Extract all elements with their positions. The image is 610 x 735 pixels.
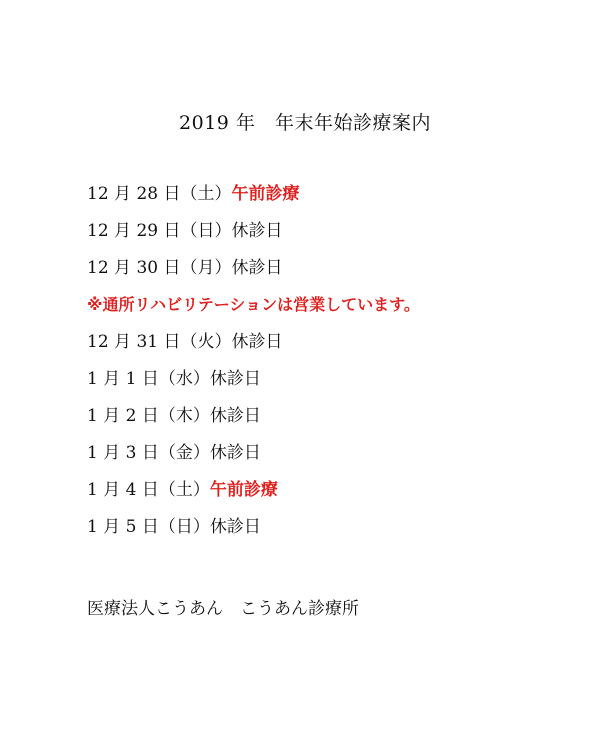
schedule-date: 12 月 28 日（土） [87, 184, 232, 204]
schedule-date: 1 月 3 日（金） [87, 443, 210, 463]
schedule-date: 1 月 4 日（土） [87, 480, 210, 500]
schedule-date: 12 月 30 日（月） [87, 258, 232, 278]
holiday-schedule-list [87, 181, 420, 551]
schedule-row [87, 403, 420, 440]
schedule-status: 休診日 [209, 517, 261, 537]
schedule-row [87, 181, 420, 218]
schedule-row [87, 329, 420, 366]
schedule-row [87, 477, 420, 514]
schedule-status: 休診日 [209, 369, 261, 389]
schedule-row [87, 514, 420, 551]
schedule-date: 1 月 5 日（日） [87, 517, 210, 537]
schedule-status: 午前診療 [231, 184, 300, 204]
schedule-row [87, 218, 420, 255]
schedule-status: 午前診療 [209, 480, 278, 500]
schedule-status: 休診日 [231, 332, 283, 352]
page-title: 2019 年 年末年始診療案内 [179, 112, 431, 134]
schedule-date: 12 月 29 日（日） [87, 221, 232, 241]
schedule-row [87, 440, 420, 477]
schedule-date: 12 月 31 日（火） [87, 332, 232, 352]
schedule-status: 休診日 [209, 406, 261, 426]
schedule-date: 1 月 1 日（水） [87, 369, 210, 389]
schedule-row [87, 255, 420, 292]
rehab-notice: ※通所リハビリテーションは営業しています。 [87, 295, 420, 314]
schedule-row [87, 366, 420, 403]
schedule-status: 休診日 [231, 258, 283, 278]
schedule-status: 休診日 [231, 221, 283, 241]
schedule-date: 1 月 2 日（木） [87, 406, 210, 426]
clinic-name: 医療法人こうあん こうあん診療所 [87, 599, 359, 619]
rehab-notice-row [87, 292, 420, 329]
schedule-status: 休診日 [209, 443, 261, 463]
